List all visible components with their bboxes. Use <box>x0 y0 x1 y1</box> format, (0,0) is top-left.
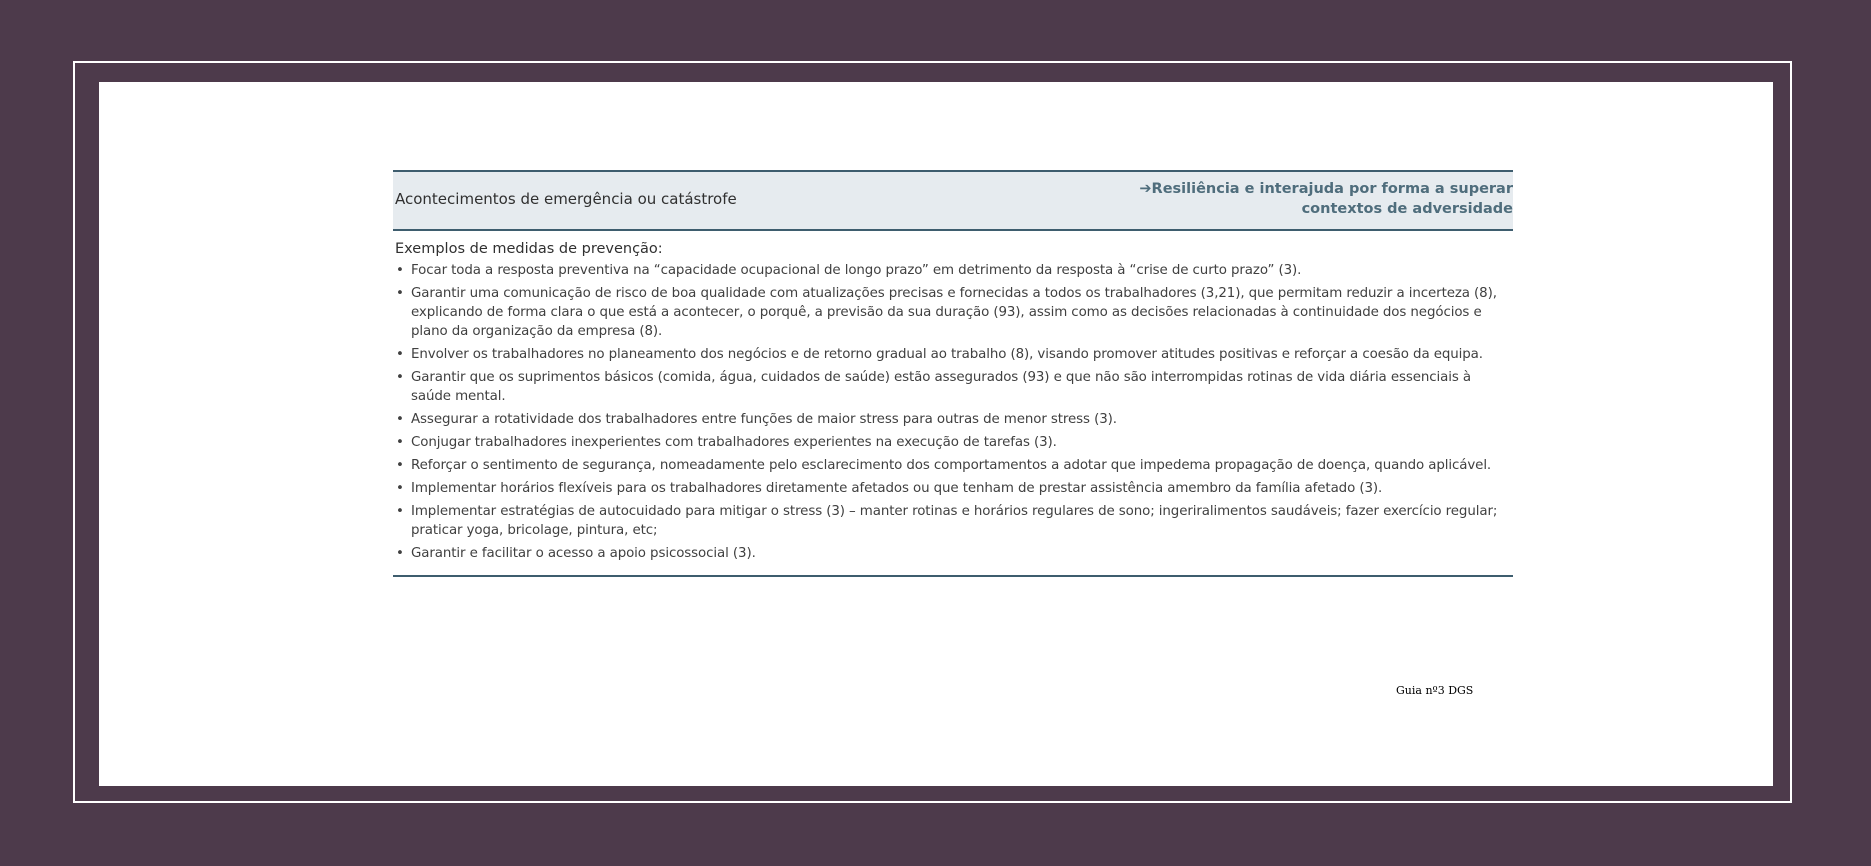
document-page <box>99 82 1773 786</box>
examples-title: Exemplos de medidas de prevenção: <box>395 241 663 257</box>
list-item <box>395 544 1513 563</box>
bullet: • <box>396 481 404 496</box>
measures-table <box>393 170 1513 577</box>
list-item <box>395 368 1513 406</box>
list-item-text: Reforçar o sentimento de segurança, nomeadamente pelo esclarecimento dos comportamentos a adotar que impedema propagação de doença, quando aplicável. <box>411 458 1492 473</box>
bullet: • <box>396 263 404 278</box>
list-item-text: Garantir e facilitar o acesso a apoio psicossocial (3). <box>411 546 756 561</box>
bullet: • <box>396 370 404 385</box>
list-item-text: Implementar horários flexíveis para os trabalhadores diretamente afetados ou que tenham de prestar assistência amembro da família afetado (3). <box>411 481 1383 496</box>
list-item <box>395 479 1513 498</box>
table-header <box>393 170 1513 231</box>
list-item <box>395 456 1513 475</box>
header-subtitle-line-2: contextos de adversidade <box>1301 201 1513 217</box>
bullet: • <box>396 347 404 362</box>
list-item-text: Garantir que os suprimentos básicos (comida, água, cuidados de saúde) estão assegurados (93) e que não são interrompidas rotinas de vida diária essenciais à saúde mental. <box>411 370 1471 404</box>
list-item-text: Implementar estratégias de autocuidado para mitigar o stress (3) – manter rotinas e horários regulares de sono; ingeriralimentos saudáveis; fazer exercício regular; praticar yoga, bricolage, pintura, etc; <box>411 504 1498 538</box>
bullet: • <box>396 546 404 561</box>
source-note: Guia nº3 DGS <box>1396 684 1474 697</box>
bullet: • <box>396 286 404 301</box>
list-item <box>395 502 1513 540</box>
measures-list <box>395 261 1513 563</box>
header-subtitle-line-1: ➔Resiliência e interajuda por forma a superar <box>1139 181 1513 197</box>
list-item-text: Conjugar trabalhadores inexperientes com trabalhadores experientes na execução de tarefas (3). <box>411 435 1057 450</box>
table-body <box>393 231 1513 577</box>
bullet: • <box>396 504 404 519</box>
list-item-text: Focar toda a resposta preventiva na “capacidade ocupacional de longo prazo” em detrimento da resposta à “crise de curto prazo” (3). <box>411 263 1302 278</box>
header-subtitle <box>1139 179 1513 219</box>
bullet: • <box>396 435 404 450</box>
list-item <box>395 345 1513 364</box>
list-item <box>395 410 1513 429</box>
list-item-text: Garantir uma comunicação de risco de boa qualidade com atualizações precisas e fornecidas a todos os trabalhadores (3,21), que permitam reduzir a incerteza (8), explicando de forma clara o que está a acontecer, o porquê, a previsão da sua duração (93), assim como as decisões relacionadas à continuidade dos negócios e plano da organização da empresa (8). <box>411 286 1497 339</box>
list-item-text: Assegurar a rotatividade dos trabalhadores entre funções de maior stress para outras de menor stress (3). <box>411 412 1117 427</box>
header-title: Acontecimentos de emergência ou catástrofe <box>395 190 737 208</box>
list-item <box>395 284 1513 341</box>
bullet: • <box>396 458 404 473</box>
list-item <box>395 261 1513 280</box>
bullet: • <box>396 412 404 427</box>
list-item-text: Envolver os trabalhadores no planeamento dos negócios e de retorno gradual ao trabalho (8), visando promover atitudes positivas e reforçar a coesão da equipa. <box>411 347 1483 362</box>
list-item <box>395 433 1513 452</box>
